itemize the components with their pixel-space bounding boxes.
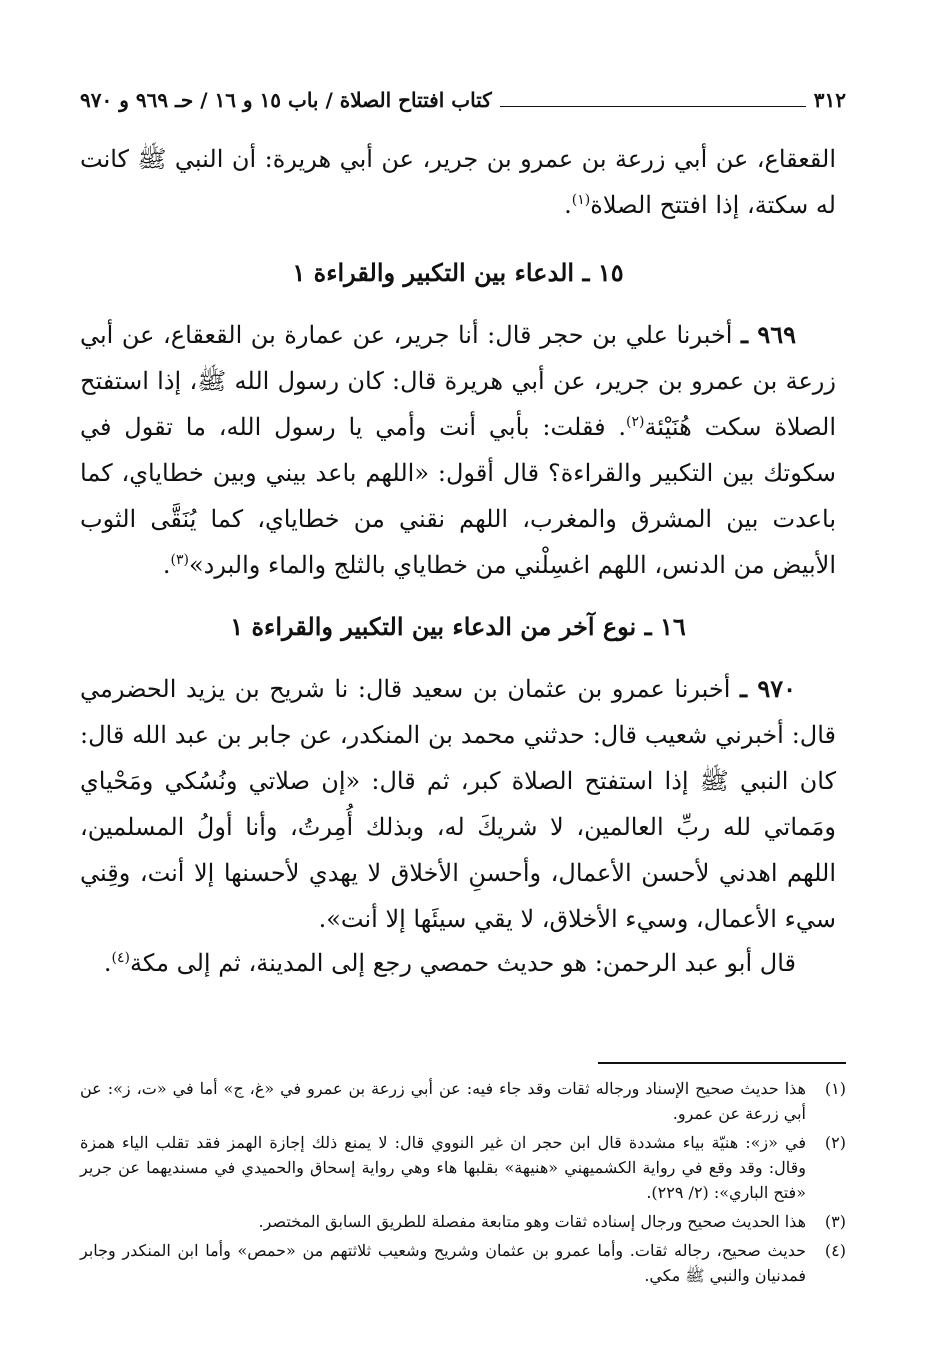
section-number: ١٥ ـ bbox=[582, 258, 624, 287]
page-header bbox=[80, 82, 846, 118]
footnote-text: هذا حديث صحيح الإسناد ورجاله ثقات وقد جاء فيه: عن أبي زرعة بن عمرو في «غ، ج» أما في «ت، ز»: عن أبي زرعة عن عمرو. bbox=[80, 1079, 806, 1123]
footnote-1 bbox=[80, 1076, 846, 1126]
footnote-text: حديث صحيح، رجاله ثقات. وأما عمرو بن عثمان وشريح وشعيب ثلاثتهم من «حمص» وأما ابن المنكدر وجابر فمدنيان والنبي ﷺ مكي. bbox=[80, 1241, 806, 1285]
page-number: ٣١٢ bbox=[813, 88, 846, 112]
section-number: ١٦ ـ bbox=[644, 612, 686, 641]
hadith-969 bbox=[80, 312, 836, 588]
footnote-4 bbox=[80, 1238, 846, 1288]
footnote-number: (٣) bbox=[824, 1212, 846, 1231]
closing-paragraph bbox=[80, 940, 836, 986]
footnote-number: (٤) bbox=[824, 1241, 846, 1260]
footnote-ref: (٣) bbox=[170, 552, 189, 568]
footnote-ref: (٤) bbox=[111, 950, 130, 966]
footnote-text: هذا الحديث صحيح ورجال إسناده ثقات وهو متابعة مفصلة للطريق السابق المختصر. bbox=[258, 1212, 806, 1231]
hadith-text: أخبرنا علي بن حجر قال: أنا جرير، عن عمارة بن القعقاع، عن أبي زرعة بن عمرو بن جرير، عن أبي هريرة قال: كان رسول الله ﷺ، إذا استفتح الصلاة سكت هُنَيْئة bbox=[80, 321, 837, 441]
footnotes bbox=[80, 1076, 846, 1292]
paragraph-continuation bbox=[80, 136, 836, 228]
section-heading-15 bbox=[80, 258, 836, 287]
footnote-ref: (١) bbox=[571, 192, 591, 208]
header-rule bbox=[500, 106, 806, 107]
section-title: الدعاء بين التكبير والقراءة ١ bbox=[292, 258, 575, 287]
hadith-970 bbox=[80, 666, 836, 942]
hadith-number: ٩٦٩ ـ bbox=[741, 320, 796, 349]
hadith-text-continued: . فقلت: بأبي أنت وأمي يا رسول الله، ما تقول في سكوتك بين التكبير والقراءة؟ قال أقول: «اللهم باعد بيني وبين خطاياي، كما باعدت بين المشرق والمغرب، اللهم نقني من خطاياي، كما يُنَقَّى الثوب الأبيض من الدنس، اللهم اغسِلْني من خطاياي بالثلج والماء والبرد» bbox=[80, 413, 836, 579]
running-title: كتاب افتتاح الصلاة / باب ١٥ و ١٦ / حـ ٩٦٩ و ٩٧٠ bbox=[80, 88, 492, 112]
footnote-ref: (٢) bbox=[626, 414, 645, 430]
footnote-separator bbox=[598, 1062, 846, 1064]
section-title: نوع آخر من الدعاء بين التكبير والقراءة ١ bbox=[230, 612, 637, 641]
hadith-number: ٩٧٠ ـ bbox=[740, 674, 796, 703]
footnote-2 bbox=[80, 1130, 846, 1205]
footnote-number: (٢) bbox=[824, 1133, 846, 1152]
footnote-number: (١) bbox=[824, 1079, 846, 1098]
hadith-end: . bbox=[162, 551, 171, 579]
paragraph-end: . bbox=[564, 191, 572, 219]
hadith-text: أخبرنا عمرو بن عثمان بن سعيد قال: نا شريح بن يزيد الحضرمي قال: أخبرني شعيب قال: حدثني محمد بن المنكدر، عن جابر بن عبد الله قال: كان النبي ﷺ إذا استفتح الصلاة كبر، ثم قال: «إن صلاتي ونُسُكي ومَحْياي ومَماتي لله ربِّ العالمين، لا شريكَ له، وبذلك أُمِرتُ، وأنا أولُ المسلمين، اللهم اهدني لأحسن الأعمال، وأحسنِ الأخلاق لا يهدي لأحسنها إلا أنت، وقِني سيء الأعمال، وسيء الأخلاق، لا يقي سيئَها إلا أنت». bbox=[80, 675, 837, 933]
footnote-3 bbox=[80, 1209, 846, 1234]
footnote-text: في «ز»: هنيّة بياء مشددة قال ابن حجر ان غير النووي قال: لا يمنع ذلك إجازة الهمز فقد تقلب الياء همزة وقال: وقد وقع في رواية الكشميهني «هنيهة» بقلبها هاء وهي رواية إسحاق والحميدي في مسنديهما عن جرير «فتح الباري»: (٢/ ٢٢٩). bbox=[80, 1133, 806, 1202]
closing-end: . bbox=[103, 949, 112, 977]
paragraph-text: القعقاع، عن أبي زرعة بن عمرو بن جرير، عن أبي هريرة: أن النبي ﷺ كانت له سكتة، إذا افتتح الصلاة bbox=[80, 145, 836, 219]
section-heading-16 bbox=[80, 612, 836, 641]
closing-text: قال أبو عبد الرحمن: هو حديث حمصي رجع إلى المدينة، ثم إلى مكة bbox=[129, 949, 796, 977]
